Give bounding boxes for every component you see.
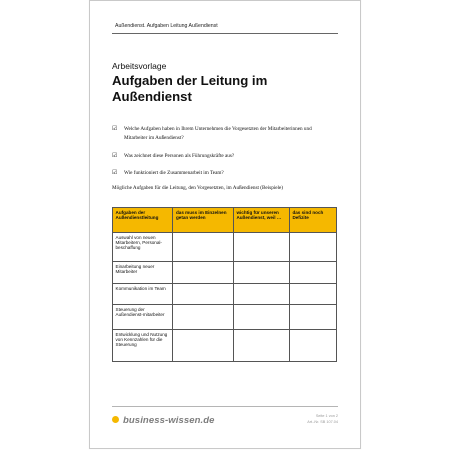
column-header: das sind noch Defizite — [289, 208, 336, 233]
question-text: Welche Aufgaben haben in Ihrem Unternehmen die Vorgesetzten der Mitarbeiterinnen und Mitarbeiter im Außendienst? — [124, 125, 312, 141]
empty-cell — [289, 262, 336, 284]
task-cell: Einarbeitung neuer Mitarbeiter — [113, 262, 173, 284]
question-text: Was zeichnet diese Personen als Führungskräfte aus? — [124, 152, 235, 159]
table-row — [113, 305, 337, 330]
task-cell: Entwicklung und Nutzung von Kennzahlen für die Steuerung — [113, 330, 173, 362]
empty-cell — [173, 233, 233, 262]
checkbox-icon: ☑ — [112, 170, 118, 176]
empty-cell — [233, 284, 289, 305]
table-row — [113, 330, 337, 362]
empty-cell — [289, 233, 336, 262]
column-header: das muss im Einzelnen getan werden — [173, 208, 233, 233]
running-header: Außendienst. Aufgaben Leitung Außendienst — [115, 23, 218, 29]
table-row — [113, 284, 337, 305]
task-cell: Steuerung der Außendienst-mitarbeiter — [113, 305, 173, 330]
footer-divider — [112, 406, 338, 407]
brand-logo — [112, 415, 215, 426]
table-row — [113, 262, 337, 284]
empty-cell — [173, 305, 233, 330]
table-row — [113, 233, 337, 262]
page-number: Seite 1 von 2 — [315, 414, 338, 418]
document-subtitle: Arbeitsvorlage — [112, 61, 167, 71]
empty-cell — [233, 262, 289, 284]
checkbox-icon: ☑ — [112, 126, 118, 132]
empty-cell — [233, 330, 289, 362]
question-text: Wie funktioniert die Zusammenarbeit im Team? — [124, 169, 224, 176]
empty-cell — [233, 305, 289, 330]
task-cell: Auswahl von neuen Mitarbeitern, Personal-beschaffung — [113, 233, 173, 262]
column-header: Aufgaben der Außendienstleitung — [113, 208, 173, 233]
empty-cell — [173, 284, 233, 305]
empty-cell — [289, 284, 336, 305]
article-number: Art.-Nr. SB 107.04 — [307, 420, 338, 424]
logo-text: business-wissen.de — [123, 415, 215, 426]
tasks-table — [112, 207, 337, 362]
empty-cell — [173, 262, 233, 284]
table-header-row — [113, 208, 337, 233]
task-cell: Kommunikation im Team — [113, 284, 173, 305]
checkbox-icon: ☑ — [112, 153, 118, 159]
document-page — [89, 0, 361, 449]
page-info — [307, 413, 338, 425]
empty-cell — [289, 330, 336, 362]
column-header: wichtig für unseren Außendienst, weil … — [233, 208, 289, 233]
empty-cell — [233, 233, 289, 262]
document-title: Aufgaben der Leitung im Außendienst — [112, 73, 268, 104]
empty-cell — [289, 305, 336, 330]
empty-cell — [173, 330, 233, 362]
table-intro: Mögliche Aufgaben für die Leitung, den Vorgesetzten, im Außendienst (Beispiele) — [112, 185, 284, 191]
logo-dot-icon — [112, 416, 119, 423]
header-divider — [112, 33, 338, 34]
